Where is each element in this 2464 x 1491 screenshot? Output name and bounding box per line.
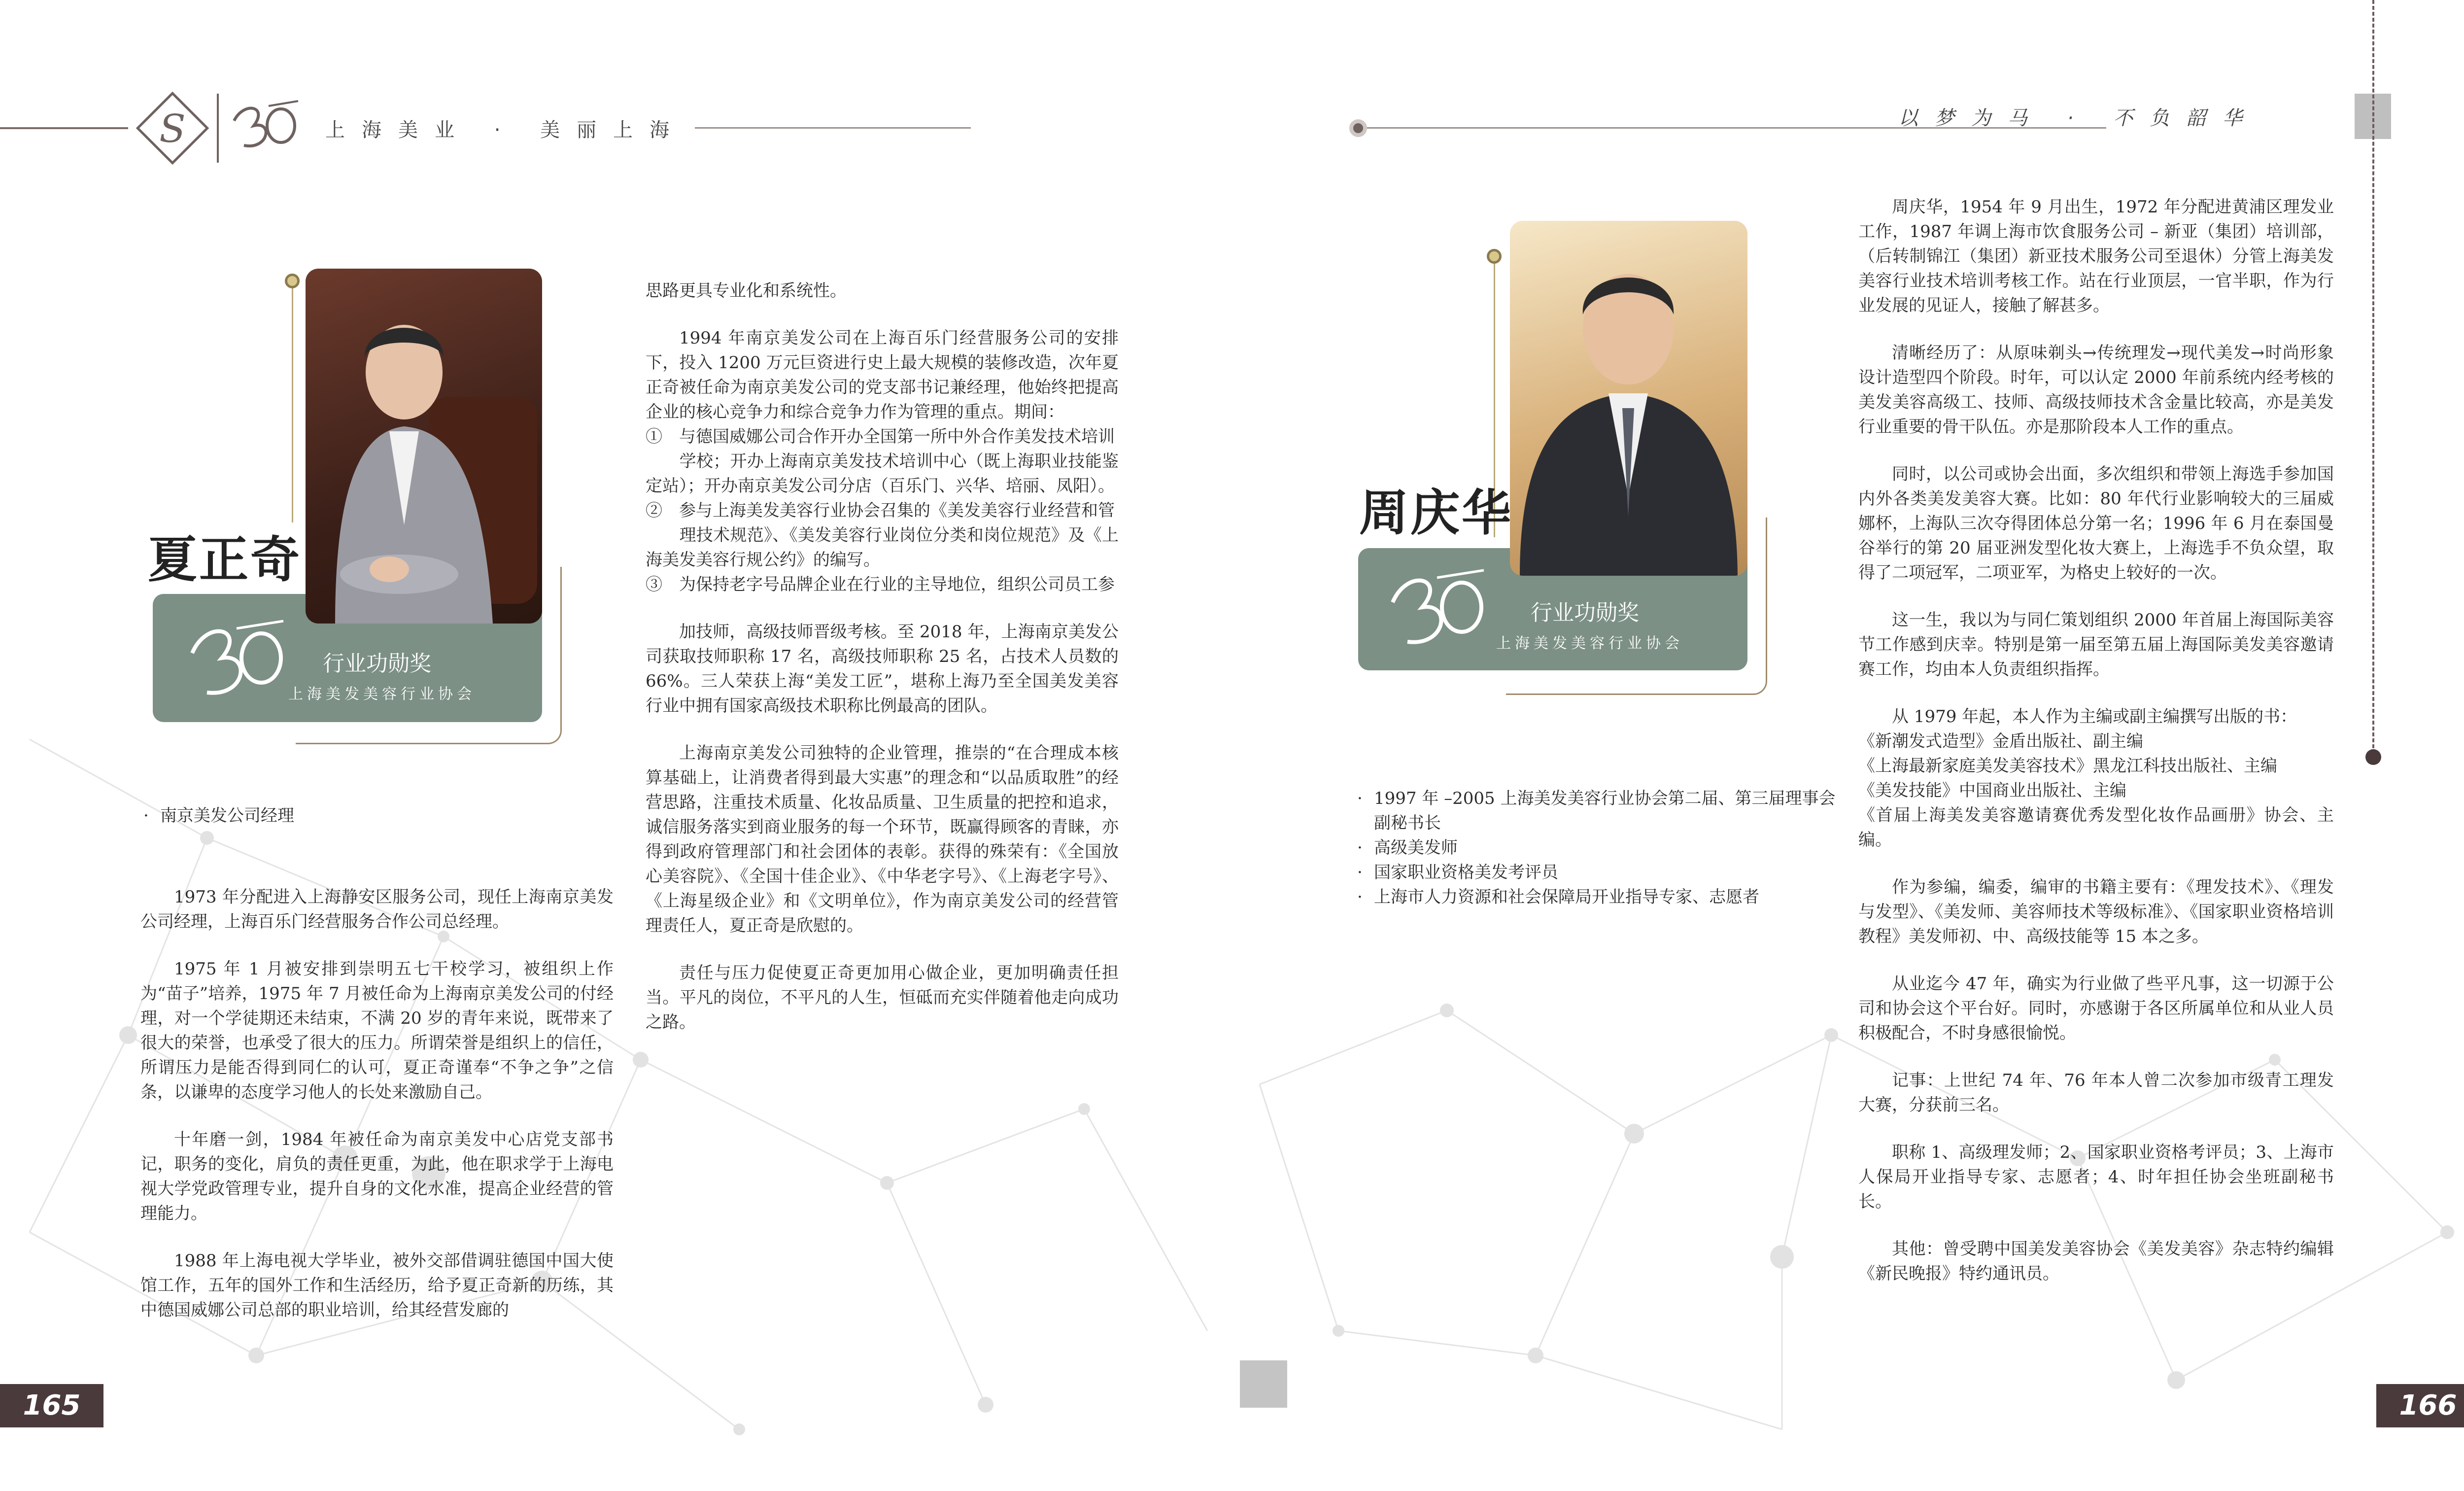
page-number: 165 (0, 1384, 103, 1427)
role-list (1354, 786, 1837, 909)
header-start-dot (1349, 119, 1367, 137)
paragraph: 职称 1、高级理发师；2、国家职业资格考评员；3、上海市人保局开业指导专家、志愿者；4、时年担任协会坐班副秘书长。 (1858, 1143, 2334, 1212)
gutter-gray-tab (1240, 1360, 1287, 1408)
paragraph: 记事：上世纪 74 年、76 年本人曾二次参加市级青工理发大赛，分获前三名。 (1858, 1071, 2334, 1115)
svg-text:S: S (159, 107, 186, 151)
pin-line (292, 286, 293, 522)
portrait-photo (306, 269, 542, 624)
person-name: 夏正奇 (148, 530, 302, 589)
paragraph: 1973 年分配进入上海静安区服务公司，现任上海南京美发公司经理，上海百乐门经营服务合作公司总经理。 (140, 887, 614, 932)
header-rule-left-tail (695, 127, 971, 129)
page-number: 166 (2376, 1384, 2464, 1427)
portrait-photo (1510, 221, 1747, 576)
list-item: ① 与德国威娜公司合作开办全国第一所中外合作美发技术培训 (646, 427, 1115, 447)
text-column-2 (646, 278, 1119, 1057)
header-tagline-left: 上海美业 · 美丽上海 (325, 119, 686, 141)
book-item: 《新潮发式造型》金盾出版社、副主编 (1858, 731, 2143, 751)
portrait-figure-icon (1510, 221, 1747, 576)
30th-award-emblem-icon (177, 609, 291, 712)
role-list (140, 803, 584, 828)
list-item: 学校；开办上海南京美发技术培训中心（既上海职业技能鉴定站）；开办南京美发公司分店（百乐门、兴华、培丽、凤阳）。 (646, 451, 1119, 496)
paragraph: 从 1979 年起，本人作为主编或副主编撰写出版的书： (1892, 707, 2297, 727)
paragraph: 作为参编，编委，编审的书籍主要有：《理发技术》、《理发与发型》、《美发师、美容师技术等级标准》、《国家职业资格培训教程》美发师初、中、高级技能等 15 本之多。 (1858, 877, 2334, 946)
role-item: · 高级美发师 (1354, 835, 1837, 860)
book-item: 《上海最新家庭美发美容技术》黑龙江科技出版社、主编 (1858, 756, 2277, 776)
30th-award-emblem-icon (1378, 558, 1491, 661)
paragraph: 1988 年上海电视大学毕业，被外交部借调驻德国中国大使馆工作，五年的国外工作和生活经历，给予夏正奇新的历练，其中德国威娜公司总部的职业培训，给其经营发廊的 (140, 1251, 614, 1320)
pin-dot (1487, 249, 1502, 264)
award-organization: 上海美发美容行业协会 (288, 686, 476, 703)
paragraph: 这一生，我以为与同仁策划组织 2000 年首届上海国际美容节工作感到庆幸。特别是第一届至第五届上海国际美发美容邀请赛工作，均由本人负责组织指挥。 (1858, 610, 2334, 679)
paragraph: 周庆华，1954 年 9 月出生，1972 年分配进黄浦区理发业工作，1987 年调上海市饮食服务公司 – 新亚（集团）培训部，（后转制锦江（集团）新亚技术服务公司至退休）分管上海美发美容行业技术培训考核工作。站在行业顶层，一官半职，作为行业发展的见证人，接触了解甚多。 (1858, 197, 2334, 315)
pin-dot (285, 274, 300, 288)
header-rule-left (0, 127, 128, 129)
paragraph: 加技师，高级技师晋级考核。至 2018 年，上海南京美发公司获取技师职称 17 名，高级技师职称 25 名，占技术人员数的 66%。三人荣获上海“美发工匠”，堪称上海乃至全国美发美容行业中拥有国家高级技术职称比例最高的团队。 (646, 622, 1119, 716)
paragraph: 责任与压力促使夏正奇更加用心做企业，更加明确责任担当。平凡的岗位，不平凡的人生，恒砥而充实伴随着他走向成功之路。 (646, 963, 1119, 1032)
header-tagline-right: 以梦为马 · 不负韶华 (1898, 107, 2259, 130)
award-title: 行业功勋奖 (1531, 600, 1639, 625)
book-item: 《首届上海美发美容邀请赛优秀发型化妆作品画册》协会、主编。 (1858, 805, 2334, 850)
paragraph: 1994 年南京美发公司在上海百乐门经营服务公司的安排下，投入 1200 万元巨资进行史上最大规模的装修改造，次年夏正奇被任命为南京美发公司的党支部书记兼经理，他始终把提高企业的核心竞争力和综合竞争力作为管理的重点。期间： (646, 328, 1119, 422)
right-page (1240, 0, 2464, 1491)
text-column-1 (140, 885, 614, 1345)
brand-s-logo-icon (133, 89, 212, 168)
role-item: · 1997 年 –2005 上海美发美容行业协会第二届、第三届理事会副秘书长 (1354, 786, 1837, 835)
dashed-rule (2372, 0, 2374, 754)
list-item: ③ 为保持老字号品牌企业在行业的主导地位，组织公司员工参 (646, 575, 1115, 594)
role-item: · 上海市人力资源和社会保障局开业指导专家、志愿者 (1354, 885, 1837, 909)
book-item: 《美发技能》中国商业出版社、主编 (1858, 781, 2126, 800)
list-item: ② 参与上海美发美容行业协会召集的《美发美容行业经营和管 (646, 501, 1115, 520)
portrait-figure-icon (306, 269, 542, 624)
person-name: 周庆华 (1359, 484, 1513, 542)
paragraph: 同时，以公司或协会出面，多次组织和带领上海选手参加国内外各类美发美容大赛。比如：80 年代行业影响较大的三届威娜杯，上海队三次夺得团体总分第一名；1996 年 6 月在泰国曼谷举行的第 20 届亚洲发型化妆大赛上，上海选手不负众望，取得了二项冠军，二项亚军，为格史上较好的一次。 (1858, 464, 2334, 583)
dashed-rule-end-dot (2365, 749, 2381, 765)
30th-anniversary-logo-icon (224, 91, 303, 165)
paragraph: 1975 年 1 月被安排到崇明五七干校学习，被组织上作为“苗子”培养，1975 年 7 月被任命为上海南京美发公司的付经理，对一个学徒期还未结束，不满 20 岁的青年来说，既带来了很大的荣誉，也承受了很大的压力。所谓荣誉是组织上的信任，所谓压力是能否得到同仁的认可，夏正奇谨奉“不争之争”之信条，以谦卑的态度学习他人的长处来激励自己。 (140, 959, 614, 1102)
list-item: 理技术规范》、《美发美容行业岗位分类和岗位规范》及《上海美发美容行规公约》的编写。 (646, 525, 1119, 570)
role-item: · 南京美发公司经理 (140, 803, 584, 828)
award-organization: 上海美发美容行业协会 (1496, 635, 1683, 652)
paragraph: 上海南京美发公司独特的企业管理，推崇的“在合理成本核算基础上，让消费者得到最大实惠”的理念和“以品质取胜”的经营思路，注重技术质量、化妆品质量、卫生质量的把控和追求，诚信服务落实到商业服务的每一个环节，既赢得顾客的青睐，亦得到政府管理部门和社会团体的表彰。获得的殊荣有：《全国放心美容院》、《全国十佳企业》、《中华老字号》、《上海老字号》、《上海星级企业》和《文明单位》，作为南京美发公司的经营管理责任人，夏正奇是欣慰的。 (646, 743, 1119, 936)
award-title: 行业功勋奖 (323, 651, 431, 676)
role-item: · 国家职业资格美发考评员 (1354, 860, 1837, 885)
paragraph: 清晰经历了：从原味剃头→传统理发→现代美发→时尚形象设计造型四个阶段。时年，可以认定 2000 年前系统内经考核的美发美容高级工、技师、高级技师技术含金量比较高，亦是美发行业重要的骨干队伍。亦是那阶段本人工作的重点。 (1858, 343, 2334, 437)
paragraph: 十年磨一剑，1984 年被任命为南京美发中心店党支部书记，职务的变化，肩负的责任更重，为此，他在职求学于上海电视大学党政管理专业，提升自身的文化水准，提高企业经营的管理能力。 (140, 1130, 614, 1223)
text-column-right (1858, 195, 2334, 1309)
paragraph: 思路更具专业化和系统性。 (646, 281, 847, 301)
header-separator (217, 94, 219, 163)
paragraph: 从业迄今 47 年，确实为行业做了些平凡事，这一切源于公司和协会这个平台好。同时，亦感谢于各区所属单位和从业人员积极配合，不时身感很愉悦。 (1858, 974, 2334, 1043)
paragraph: 其他：曾受聘中国美发美容协会《美发美容》杂志特约编辑《新民晚报》特约通讯员。 (1858, 1239, 2334, 1283)
